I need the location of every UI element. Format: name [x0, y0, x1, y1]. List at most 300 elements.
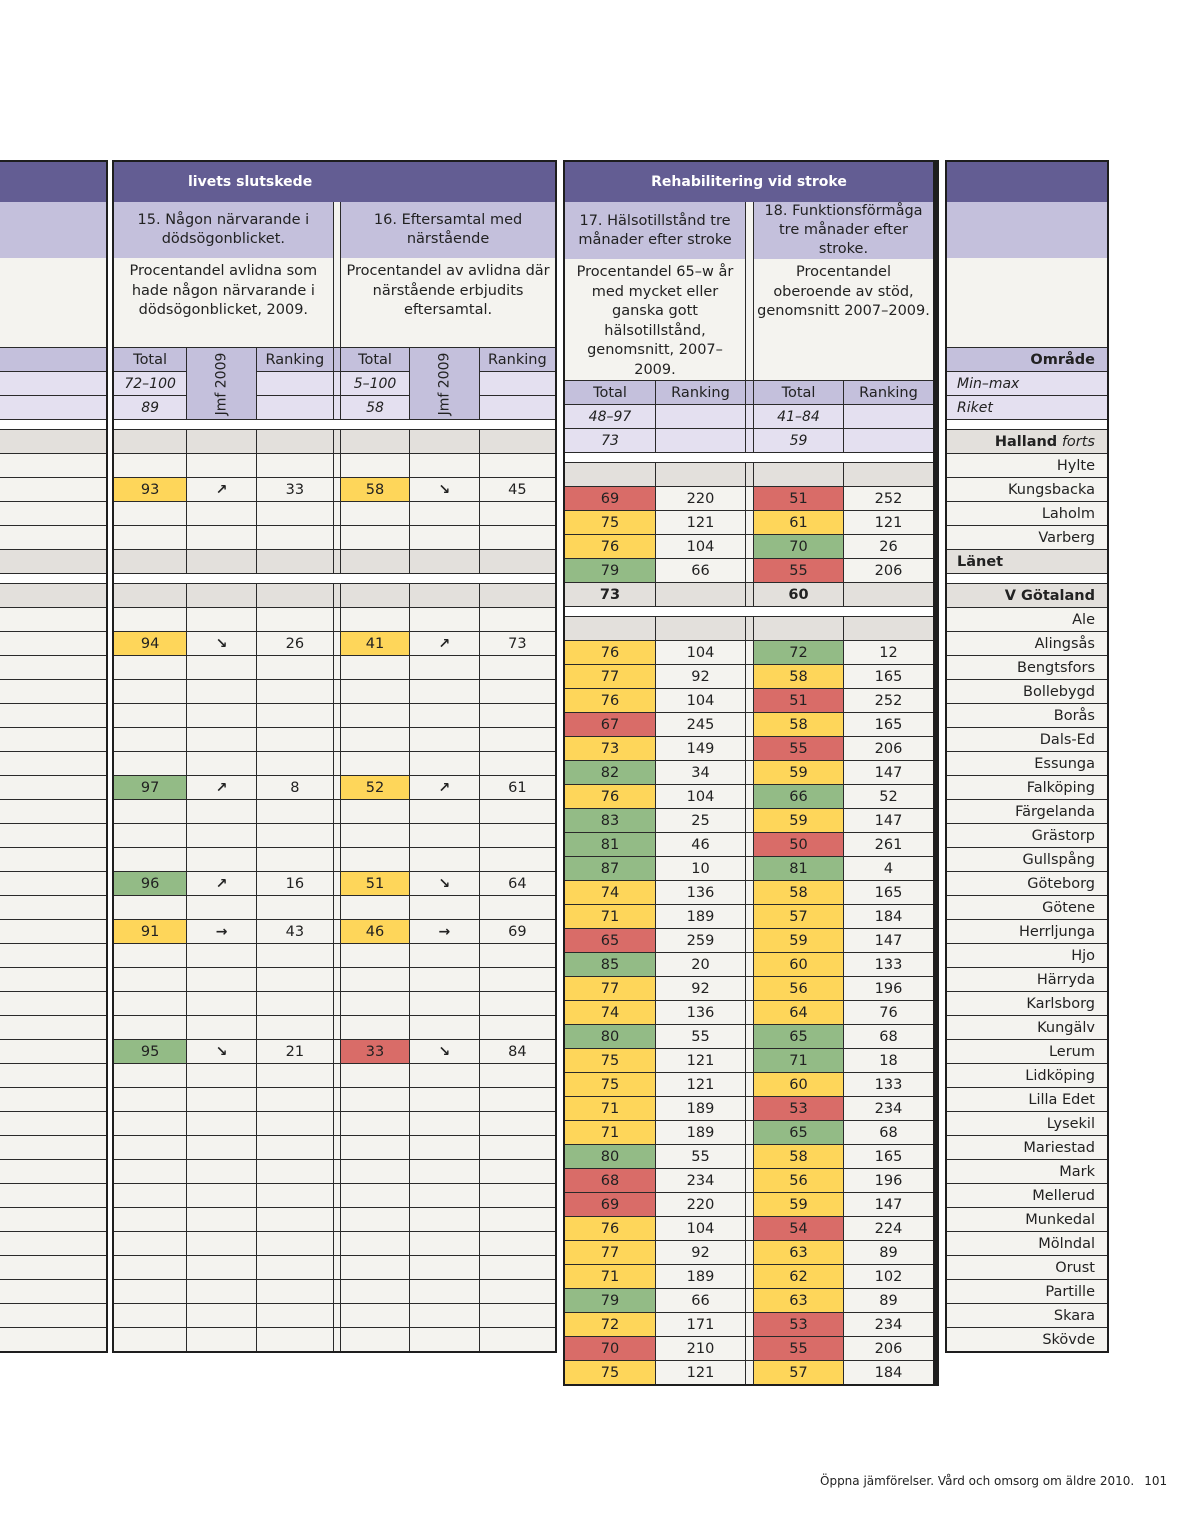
q15-trend-cell — [186, 1255, 256, 1279]
q17-total-cell: 87 — [565, 856, 655, 880]
q17-riket: 73 — [565, 428, 655, 452]
municipality-name: Dals-Ed — [947, 727, 1107, 751]
q16-total-cell — [340, 1255, 409, 1279]
arrow-right-icon: → — [438, 923, 451, 940]
table-row — [0, 847, 106, 871]
q16-total-cell — [340, 655, 409, 679]
q17-total-cell: 76 — [565, 534, 655, 558]
q17-total-cell: 75 — [565, 1048, 655, 1072]
q18-ranking-cell: 224 — [843, 1216, 933, 1240]
q17-ranking-cell: 149 — [655, 736, 745, 760]
q15-trend-cell — [186, 703, 256, 727]
q17-total-cell: 83 — [565, 808, 655, 832]
table-row — [0, 1015, 106, 1039]
q18-minmax: 41–84 — [753, 404, 843, 428]
q16-total-cell: 51 — [340, 871, 409, 895]
section-row — [0, 429, 106, 453]
column-gap — [333, 991, 340, 1015]
column-gap — [745, 856, 753, 880]
column-gap — [745, 1240, 753, 1264]
gap-row — [947, 419, 1107, 429]
q15-trend-cell — [186, 679, 256, 703]
q15-trend-cell — [186, 477, 256, 501]
q15-total-cell — [114, 1255, 186, 1279]
q15-ranking-cell — [256, 1255, 333, 1279]
column-gap — [333, 895, 340, 919]
column-gap — [333, 429, 340, 453]
summary-cell — [655, 582, 745, 606]
column-gap — [745, 259, 753, 380]
q18-ranking-cell: 206 — [843, 558, 933, 582]
q15-total-header: Total — [114, 347, 186, 371]
summary-cell — [843, 582, 933, 606]
section-cell — [479, 583, 555, 607]
q17-total-cell: 76 — [565, 1216, 655, 1240]
arrow-up-right-icon: ↗ — [438, 635, 451, 652]
q18-riket: 59 — [753, 428, 843, 452]
q15-trend-cell — [186, 1135, 256, 1159]
q15-trend-cell — [186, 871, 256, 895]
q18-total-cell: 54 — [753, 1216, 843, 1240]
q15-description: Procentandel avlidna som hade någon närvarande i dödsögonblicket, 2009. — [114, 258, 333, 347]
q18-total-cell: 59 — [753, 928, 843, 952]
q15-ranking-cell — [256, 1231, 333, 1255]
q15-ranking-cell — [256, 823, 333, 847]
column-gap — [333, 1111, 340, 1135]
q17-ranking-cell: 104 — [655, 534, 745, 558]
q16-minmax-ranking — [479, 371, 555, 395]
q18-description: Procentandel oberoende av stöd, genomsnitt 2007–2009. — [753, 259, 933, 380]
q16-total-cell: 58 — [340, 477, 409, 501]
minmax-label: Min–max — [947, 371, 1107, 395]
q17-total-cell: 69 — [565, 1192, 655, 1216]
q17-total-cell: 77 — [565, 1240, 655, 1264]
q15-trend-cell — [186, 775, 256, 799]
q18-ranking-cell: 252 — [843, 486, 933, 510]
q18-total-cell: 70 — [753, 534, 843, 558]
q18-total-cell: 65 — [753, 1024, 843, 1048]
q17-ranking-cell: 136 — [655, 1000, 745, 1024]
jmf-label: Jmf 2009 — [436, 352, 453, 415]
table-row — [0, 727, 106, 751]
column-gap — [333, 501, 340, 525]
section-cell — [186, 429, 256, 453]
q15-ranking-cell — [256, 1135, 333, 1159]
municipality-name: Kungälv — [947, 1015, 1107, 1039]
column-gap — [333, 347, 340, 371]
q17-ranking-cell: 92 — [655, 1240, 745, 1264]
q16-total-cell — [340, 751, 409, 775]
q18-ranking-cell: 102 — [843, 1264, 933, 1288]
page-footer — [820, 1474, 1167, 1488]
q16-trend-cell — [409, 1327, 479, 1351]
q15-ranking-cell — [256, 1087, 333, 1111]
section-cell — [186, 583, 256, 607]
column-gap — [745, 202, 753, 259]
column-gap — [333, 631, 340, 655]
q18-total-cell: 51 — [753, 688, 843, 712]
q16-jmf-header — [409, 347, 479, 419]
section-header-cut — [0, 162, 106, 202]
q16-ranking-cell — [479, 453, 555, 477]
q15-total-cell — [114, 847, 186, 871]
column-gap — [333, 943, 340, 967]
q16-total-cell: 33 — [340, 1039, 409, 1063]
q15-trend-cell — [186, 919, 256, 943]
q17-ranking-cell: 104 — [655, 784, 745, 808]
q17-ranking-cell: 220 — [655, 486, 745, 510]
table-row — [0, 1279, 106, 1303]
desc-cut — [0, 258, 106, 347]
q15-total-cell: 97 — [114, 775, 186, 799]
q16-trend-cell — [409, 703, 479, 727]
q15-trend-cell — [186, 525, 256, 549]
section-cell — [409, 429, 479, 453]
q18-ranking-cell: 147 — [843, 928, 933, 952]
section-cell — [114, 583, 186, 607]
q17-total-cell: 80 — [565, 1144, 655, 1168]
q17-total-cell: 76 — [565, 640, 655, 664]
q16-trend-cell — [409, 1303, 479, 1327]
q15-ranking-cell — [256, 501, 333, 525]
q15-ranking-cell — [256, 967, 333, 991]
section-title-end-of-life: livets slutskede — [114, 162, 555, 202]
q16-total-cell — [340, 1111, 409, 1135]
page-number: 101 — [1144, 1474, 1168, 1488]
q15-ranking-cell — [256, 943, 333, 967]
q16-ranking-cell — [479, 1327, 555, 1351]
table-row — [0, 477, 106, 501]
q15-trend-cell — [186, 1111, 256, 1135]
q15-trend-cell — [186, 799, 256, 823]
q17-ranking-cell: 20 — [655, 952, 745, 976]
municipality-name: Skövde — [947, 1327, 1107, 1351]
q17-ranking-cell: 234 — [655, 1168, 745, 1192]
q16-ranking-cell: 61 — [479, 775, 555, 799]
table-row — [0, 991, 106, 1015]
q15-ranking-cell: 21 — [256, 1039, 333, 1063]
q15-ranking-cell — [256, 799, 333, 823]
left-cut-panel — [0, 160, 108, 1353]
column-gap — [745, 976, 753, 1000]
q15-ranking-cell — [256, 751, 333, 775]
q16-ranking-cell: 69 — [479, 919, 555, 943]
q18-ranking-header: Ranking — [843, 380, 933, 404]
table-row — [0, 1183, 106, 1207]
q16-minmax: 5–100 — [340, 371, 409, 395]
arrow-right-icon: → — [215, 923, 228, 940]
q18-total-header: Total — [753, 380, 843, 404]
column-gap — [745, 664, 753, 688]
q15-ranking-cell: 16 — [256, 871, 333, 895]
q16-total-cell: 41 — [340, 631, 409, 655]
summary-cell — [479, 549, 555, 573]
q18-total-cell: 55 — [753, 1336, 843, 1360]
q15-ranking-cell — [256, 1303, 333, 1327]
municipality-name: Lidköping — [947, 1063, 1107, 1087]
municipality-name: Skara — [947, 1303, 1107, 1327]
q16-trend-cell — [409, 943, 479, 967]
q18-total-cell: 55 — [753, 736, 843, 760]
q15-minmax-ranking — [256, 371, 333, 395]
section-cell — [565, 616, 655, 640]
section-header-area — [947, 162, 1107, 202]
column-gap — [333, 371, 340, 395]
q17-total-cell: 79 — [565, 1288, 655, 1312]
column-gap — [745, 712, 753, 736]
q15-trend-cell — [186, 607, 256, 631]
municipality-name: Kungsbacka — [947, 477, 1107, 501]
q16-total-cell — [340, 1135, 409, 1159]
municipality-name: Partille — [947, 1279, 1107, 1303]
q17-total-cell: 74 — [565, 1000, 655, 1024]
q15-trend-cell — [186, 655, 256, 679]
column-gap — [745, 1312, 753, 1336]
municipality-name: Götene — [947, 895, 1107, 919]
q15-trend-cell — [186, 823, 256, 847]
summary-cell — [256, 549, 333, 573]
q15-trend-cell — [186, 501, 256, 525]
q15-total-cell — [114, 679, 186, 703]
column-gap — [333, 751, 340, 775]
column-gap — [745, 428, 753, 452]
q18-ranking-cell: 89 — [843, 1240, 933, 1264]
q17-ranking-header: Ranking — [655, 380, 745, 404]
section-cell — [409, 583, 479, 607]
municipality-name: Mark — [947, 1159, 1107, 1183]
q17-ranking-cell: 10 — [655, 856, 745, 880]
q18-total-cell: 66 — [753, 784, 843, 808]
summary-cell — [114, 549, 186, 573]
q18-total-cell: 60 — [753, 952, 843, 976]
q16-ranking-cell — [479, 895, 555, 919]
column-gap — [745, 380, 753, 404]
q18-ranking-cell: 165 — [843, 1144, 933, 1168]
q15-trend-cell — [186, 453, 256, 477]
q16-total-cell — [340, 823, 409, 847]
q15-trend-cell — [186, 1039, 256, 1063]
q18-total-cell: 72 — [753, 640, 843, 664]
q17-total-cell: 75 — [565, 1072, 655, 1096]
q18-total-cell: 53 — [753, 1312, 843, 1336]
q16-trend-cell — [409, 1039, 479, 1063]
column-gap — [333, 871, 340, 895]
q17-ranking-cell: 104 — [655, 1216, 745, 1240]
column-gap — [745, 1360, 753, 1384]
q15-total-cell — [114, 703, 186, 727]
q16-ranking-cell — [479, 1231, 555, 1255]
q15-ranking-cell — [256, 727, 333, 751]
q16-ranking-cell — [479, 1255, 555, 1279]
column-gap — [333, 202, 340, 258]
q18-ranking-cell: 252 — [843, 688, 933, 712]
table-row — [0, 1087, 106, 1111]
q17-ranking-cell: 136 — [655, 880, 745, 904]
q17-total-header: Total — [565, 380, 655, 404]
q18-ranking-cell: 196 — [843, 1168, 933, 1192]
q16-trend-cell — [409, 631, 479, 655]
q15-total-cell — [114, 607, 186, 631]
municipality-name: Falköping — [947, 775, 1107, 799]
column-gap — [333, 395, 340, 419]
q16-ranking-cell — [479, 943, 555, 967]
q17-ranking-cell: 66 — [655, 1288, 745, 1312]
section-cell — [256, 583, 333, 607]
q18-total-cell: 58 — [753, 1144, 843, 1168]
table-row — [0, 1231, 106, 1255]
table-row — [0, 501, 106, 525]
q17-ranking-cell: 66 — [655, 558, 745, 582]
q17-total-cell: 74 — [565, 880, 655, 904]
q15-total-cell: 95 — [114, 1039, 186, 1063]
q16-trend-cell — [409, 847, 479, 871]
q17-ranking-cell: 92 — [655, 664, 745, 688]
column-gap — [745, 760, 753, 784]
column-gap — [333, 1207, 340, 1231]
q16-ranking-cell — [479, 967, 555, 991]
table-row — [0, 967, 106, 991]
section-cell — [114, 429, 186, 453]
q18-total-cell: 51 — [753, 486, 843, 510]
column-gap — [745, 582, 753, 606]
q17-summary: 73 — [565, 582, 655, 606]
table-row — [0, 1039, 106, 1063]
q15-total-cell — [114, 1111, 186, 1135]
column-gap — [333, 799, 340, 823]
q17-ranking-cell: 55 — [655, 1144, 745, 1168]
q15-ranking-cell — [256, 895, 333, 919]
q18-ranking-cell: 206 — [843, 736, 933, 760]
q15-ranking-header: Ranking — [256, 347, 333, 371]
q16-trend-cell — [409, 1231, 479, 1255]
q16-ranking-cell — [479, 655, 555, 679]
municipality-name: Karlsborg — [947, 991, 1107, 1015]
q17-description: Procentandel 65–w år med mycket eller ganska gott hälsotillstånd, genomsnitt, 2007–2009. — [565, 259, 745, 380]
q16-total-cell — [340, 1159, 409, 1183]
q18-riket-ranking — [843, 428, 933, 452]
q16-trend-cell — [409, 501, 479, 525]
section-title-stroke: Rehabilitering vid stroke — [565, 162, 933, 202]
q18-ranking-cell: 261 — [843, 832, 933, 856]
q16-trend-cell — [409, 967, 479, 991]
q16-total-cell — [340, 847, 409, 871]
column-gap — [333, 967, 340, 991]
q18-total-cell: 60 — [753, 1072, 843, 1096]
municipality-name: Borås — [947, 703, 1107, 727]
q17-ranking-cell: 55 — [655, 1024, 745, 1048]
arrow-up-right-icon: ↗ — [215, 875, 228, 892]
q16-ranking-cell — [479, 1303, 555, 1327]
q16-total-cell — [340, 1327, 409, 1351]
q15-total-cell — [114, 799, 186, 823]
q18-ranking-cell: 121 — [843, 510, 933, 534]
q18-total-cell: 58 — [753, 712, 843, 736]
q16-ranking-cell — [479, 1111, 555, 1135]
q17-total-cell: 82 — [565, 760, 655, 784]
q18-total-cell: 56 — [753, 976, 843, 1000]
q18-ranking-cell: 68 — [843, 1024, 933, 1048]
header-cut — [0, 347, 106, 371]
q16-ranking-cell: 84 — [479, 1039, 555, 1063]
column-gap — [745, 486, 753, 510]
q16-ranking-cell — [479, 1015, 555, 1039]
q15-ranking-cell — [256, 1207, 333, 1231]
municipality-name: Mariestad — [947, 1135, 1107, 1159]
section-cell — [753, 462, 843, 486]
column-gap — [745, 1192, 753, 1216]
q16-trend-cell — [409, 871, 479, 895]
q15-total-cell — [114, 895, 186, 919]
q15-trend-cell — [186, 751, 256, 775]
q15-total-cell — [114, 655, 186, 679]
q17-ranking-cell: 104 — [655, 688, 745, 712]
q15-ranking-cell — [256, 679, 333, 703]
table-row — [0, 823, 106, 847]
q15-trend-cell — [186, 943, 256, 967]
column-gap — [333, 703, 340, 727]
q16-total-cell — [340, 679, 409, 703]
q15-total-cell — [114, 1327, 186, 1351]
q18-ranking-cell: 165 — [843, 664, 933, 688]
table-row — [0, 1159, 106, 1183]
q17-total-cell: 77 — [565, 664, 655, 688]
q18-total-cell: 64 — [753, 1000, 843, 1024]
q15-trend-cell — [186, 1015, 256, 1039]
q16-total-cell — [340, 895, 409, 919]
q18-summary: 60 — [753, 582, 843, 606]
municipality-name: Bollebygd — [947, 679, 1107, 703]
q16-trend-cell — [409, 799, 479, 823]
q16-description: Procentandel av avlidna där närstående erbjudits eftersamtal. — [340, 258, 555, 347]
table-row — [0, 525, 106, 549]
q15-total-cell — [114, 1159, 186, 1183]
q15-total-cell — [114, 751, 186, 775]
q18-minmax-ranking — [843, 404, 933, 428]
q16-trend-cell — [409, 991, 479, 1015]
section-cell — [340, 429, 409, 453]
q15-trend-cell — [186, 967, 256, 991]
table-row — [0, 703, 106, 727]
column-gap — [333, 775, 340, 799]
q16-trend-cell — [409, 1279, 479, 1303]
table-row — [0, 655, 106, 679]
q15-ranking-cell — [256, 655, 333, 679]
q18-total-cell: 63 — [753, 1288, 843, 1312]
arrow-up-right-icon: ↗ — [215, 779, 228, 796]
q17-total-cell: 72 — [565, 1312, 655, 1336]
q17-ranking-cell: 121 — [655, 1048, 745, 1072]
column-gap — [745, 736, 753, 760]
q15-total-cell — [114, 943, 186, 967]
column-gap — [745, 1216, 753, 1240]
gap-row — [565, 452, 933, 462]
q16-ranking-cell — [479, 1063, 555, 1087]
column-gap — [745, 1072, 753, 1096]
q16-total-cell — [340, 607, 409, 631]
q17-riket-ranking — [655, 428, 745, 452]
q18-total-cell: 71 — [753, 1048, 843, 1072]
q16-ranking-cell — [479, 991, 555, 1015]
q16-total-cell — [340, 1063, 409, 1087]
q15-ranking-cell — [256, 1159, 333, 1183]
q15-total-cell — [114, 525, 186, 549]
q16-total-cell — [340, 501, 409, 525]
q15-total-cell — [114, 1279, 186, 1303]
municipality-name: Göteborg — [947, 871, 1107, 895]
summary-cell — [409, 549, 479, 573]
q16-ranking-cell — [479, 1087, 555, 1111]
column-gap — [333, 1135, 340, 1159]
